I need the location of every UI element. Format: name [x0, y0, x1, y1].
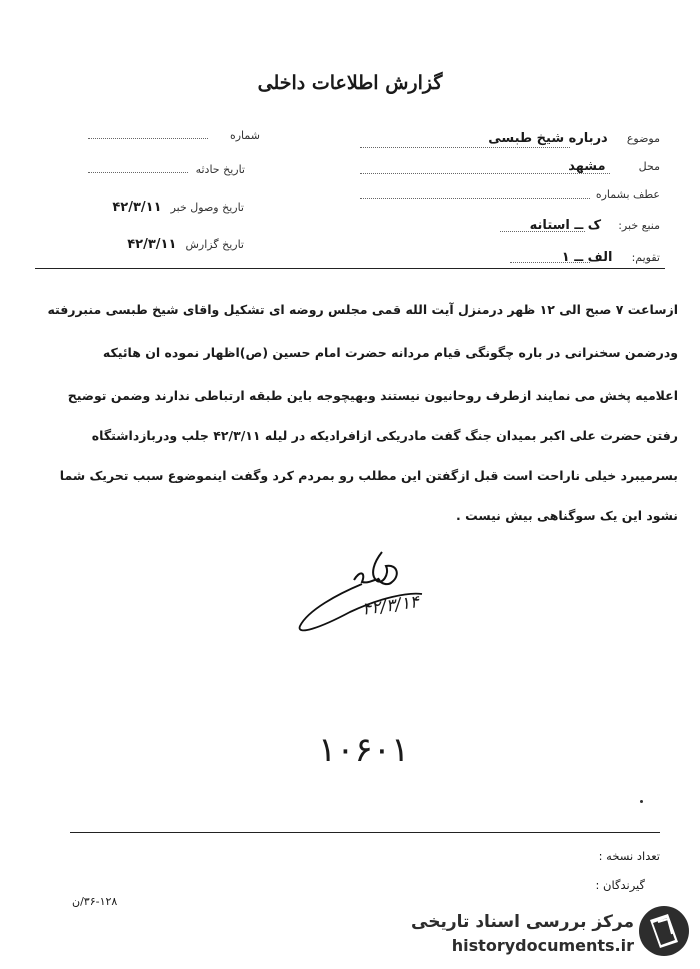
book-logo-icon [638, 904, 690, 958]
place-dotted-line [360, 173, 610, 174]
number-dotted-line [88, 138, 208, 139]
incident-date-field [90, 158, 245, 177]
rating-value: الف ــ ۱ [561, 250, 613, 265]
body-line-6: نشود این یک سوگناهی بیش نیست . [456, 508, 678, 523]
place-field [360, 155, 660, 174]
receipt-date-value: ۴۲/۳/۱۱ [112, 200, 162, 215]
body-line-3: اعلامیه پخش می نمایند ازطرف روحانیون نیستند وبهیچوجه باین طبقه ارتباطی ندارند وضمن توضیح [67, 388, 678, 403]
watermark-url: historydocuments.ir [451, 936, 634, 955]
copies-label: تعداد نسخه : [598, 849, 660, 863]
place-value: مشهد [568, 159, 606, 174]
watermark [396, 902, 696, 964]
body-line-1: ازساعت ۷ صبح الی ۱۲ ظهر درمنزل آیت الله قمی مجلس روضه ای تشکیل واقای شیخ طبسی منبررفته [47, 302, 678, 317]
receipt-date-field [76, 196, 244, 215]
watermark-name: مرکز بررسی اسناد تاریخی [411, 912, 634, 932]
reference-label: عطف بشماره [595, 188, 660, 201]
report-date-value: ۴۲/۳/۱۱ [127, 237, 177, 252]
rating-label: تقویم: [631, 251, 660, 264]
subject-value: درباره شیخ طبسی [488, 131, 608, 146]
incident-date-dotted-line [88, 172, 188, 173]
archive-number: ۱۰۶۰۱ [318, 730, 410, 770]
subject-dotted-line [360, 147, 570, 148]
source-label: منبع خبر: [618, 219, 660, 232]
body-line-2: ودرضمن سخنرانی در باره چگونگی قیام مردانه حضرت امام حسین (ص)اظهار نموده ان هائیکه [102, 345, 678, 360]
rating-dotted-line [510, 262, 590, 263]
signature-mark [290, 540, 470, 650]
report-date-label: تاریخ گزارش [185, 238, 244, 251]
form-code: ۳۶-۱۲۸/ن [72, 895, 118, 908]
source-dotted-line [500, 231, 585, 232]
body-line-5: بسرمیبرد خیلی ناراحت است قبل ازگفتن این مطلب رو بمردم کرد وگفت اینموضوع سبب تحریک شما [59, 468, 678, 483]
number-label: شماره [229, 129, 260, 142]
subject-label: موضوع [626, 132, 660, 145]
recipients-label: گیرندگان : [595, 878, 645, 892]
report-date-field [84, 233, 244, 252]
stray-dot [640, 800, 643, 803]
body-line-4: رفتن حضرت علی اکبر بمیدان جنگ گفت مادریکی ازافرادیکه در لیله ۴۲/۳/۱۱ جلب ودربازداشتگاه [91, 428, 678, 443]
footer-divider [70, 832, 660, 833]
place-label: محل [638, 160, 660, 173]
incident-date-label: تاریخ حادثه [195, 163, 245, 176]
number-field [90, 124, 260, 143]
header-divider [35, 268, 665, 269]
page-title: گزارش اطلاعات داخلی [257, 72, 443, 94]
reference-field [360, 183, 660, 202]
source-value: ک ــ استانه [529, 218, 602, 233]
receipt-date-label: تاریخ وصول خبر [170, 201, 244, 214]
reference-dotted-line [360, 198, 590, 199]
signature-date: ۴۲/۳/۱۴ [360, 592, 421, 620]
subject-field [360, 127, 660, 146]
